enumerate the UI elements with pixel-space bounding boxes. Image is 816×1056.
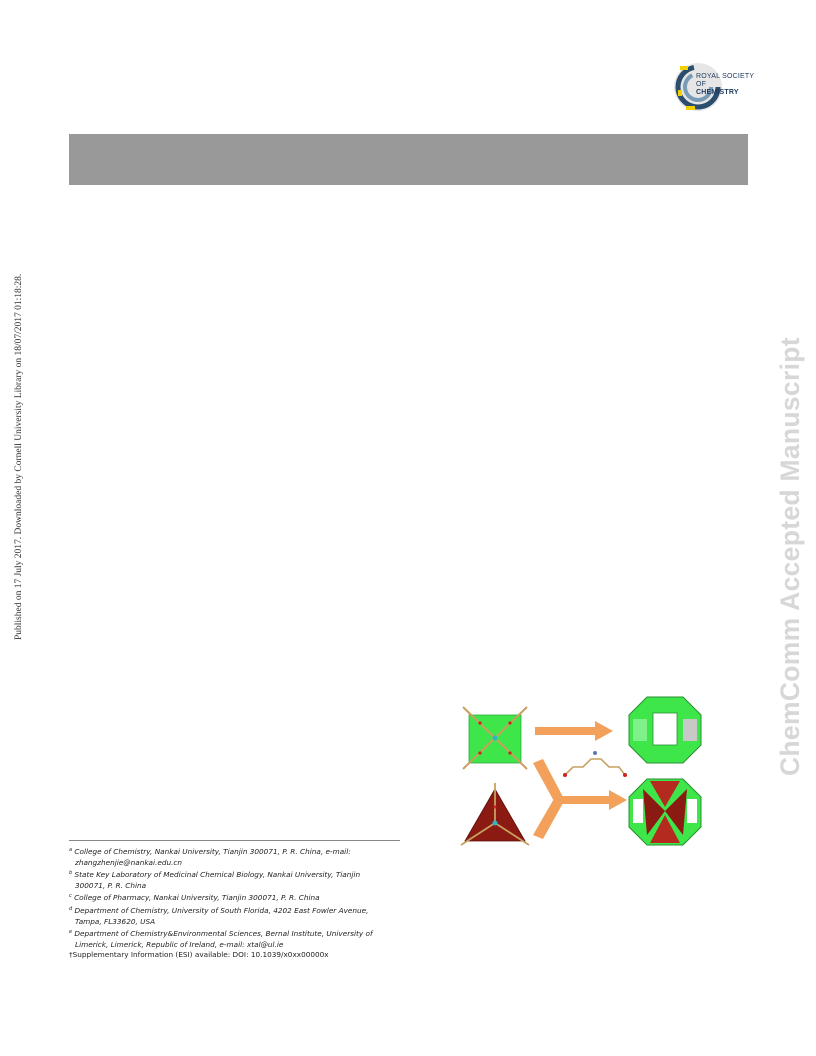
footnote-text: College of Chemistry, Nankai University, Tianjin 300071, P. R. China, e-mail: <box>74 847 351 856</box>
footnote-b <box>69 868 409 891</box>
linker-molecule <box>563 751 627 777</box>
footnote-mark: a <box>69 847 73 853</box>
footnote-a <box>69 845 409 868</box>
logo-line-1: ROYAL SOCIETY <box>696 73 755 80</box>
footnotes <box>69 845 409 961</box>
publication-notice: Published on 17 July 2017. Downloaded by Cornell University Library on 18/07/2017 01:18:28. <box>14 273 24 640</box>
footnote-text: 300071, P. R. China <box>75 880 147 890</box>
top-arrow <box>535 721 613 741</box>
footnote-mark: e <box>69 929 73 936</box>
footnote-text: College of Pharmacy, Nankai University, Tianjin 300071, P. R. China <box>74 893 320 903</box>
triangle-building-block <box>461 783 529 845</box>
header-banner <box>69 134 748 185</box>
footnote-c <box>69 891 409 904</box>
footnote-d <box>69 904 409 927</box>
graphical-abstract <box>455 695 715 855</box>
logo-line-3: CHEMISTRY <box>696 89 739 96</box>
footnote-text: State Key Laboratory of Medicinal Chemical Biology, Nankai University, Tianjin <box>74 870 361 880</box>
footnote-mark: c <box>69 893 72 900</box>
mixed-cage <box>629 779 701 845</box>
footnote-rule <box>69 840 400 841</box>
footnote-text: Tampa, FL33620, USA <box>75 916 156 926</box>
footnote-mark: b <box>69 870 73 877</box>
green-cage <box>629 697 701 763</box>
footnote-e <box>69 927 409 950</box>
logo-line-2: OF <box>696 81 707 88</box>
footnote-email: Limerick, Limerick, Republic of Ireland, e-mail: xtal@ul.ie <box>75 939 284 949</box>
merge-arrow <box>533 759 627 839</box>
footnote-text: Department of Chemistry&Environmental Sciences, Bernal Institute, University of <box>74 929 373 939</box>
footnote-mark: d <box>69 905 73 912</box>
esi-note: †Supplementary Information (ESI) available: DOI: 10.1039/x0xx00000x <box>69 950 329 960</box>
footnote-email: zhangzhenjie@nankai.edu.cn <box>75 857 183 867</box>
rsc-logo-text <box>696 73 754 97</box>
accepted-manuscript-watermark: ChemComm Accepted Manuscript <box>775 337 805 776</box>
square-building-block <box>463 707 527 769</box>
footnote-text: Department of Chemistry, University of South Florida, 4202 East Fowler Avenue, <box>74 905 369 915</box>
